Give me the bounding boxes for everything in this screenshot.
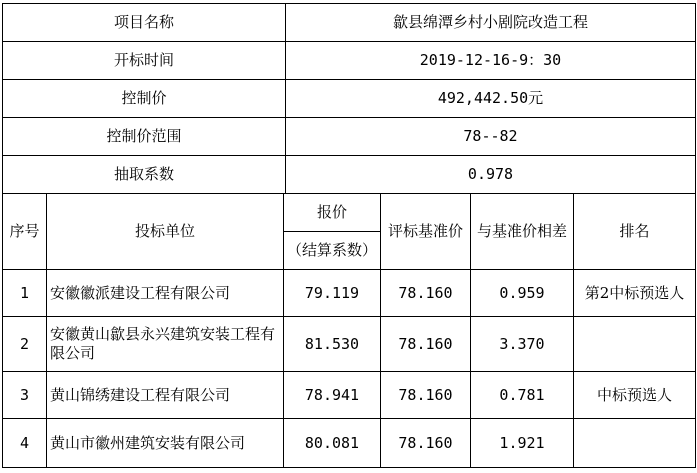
draw-coefficient-label: 抽取系数 — [3, 156, 286, 194]
benchmark-cell: 78.160 — [381, 372, 471, 419]
project-name-value: 歙县绵潭乡村小剧院改造工程 — [286, 4, 696, 42]
benchmark-header-cell: 评标基准价 — [381, 194, 471, 270]
rank-cell: 中标预选人 — [574, 372, 696, 419]
bid-results-table — [2, 193, 696, 468]
project-info-table — [2, 3, 696, 194]
bid-row-2 — [3, 317, 696, 372]
info-row-draw-coefficient — [3, 156, 696, 194]
bid-header-row-top — [3, 194, 696, 232]
bid-row-3 — [3, 372, 696, 419]
bid-row-1 — [3, 270, 696, 317]
seq-cell: 3 — [3, 372, 47, 419]
seq-cell: 4 — [3, 419, 47, 468]
quote-cell: 78.941 — [284, 372, 381, 419]
bidder-cell: 黄山锦绣建设工程有限公司 — [47, 372, 284, 419]
bidder-cell: 安徽黄山歙县永兴建筑安装工程有限公司 — [47, 317, 284, 372]
quote-header-cell: 报价 — [284, 194, 381, 232]
control-price-value: 492,442.50元 — [286, 80, 696, 118]
benchmark-cell: 78.160 — [381, 317, 471, 372]
draw-coefficient-value: 0.978 — [286, 156, 696, 194]
rank-cell — [574, 419, 696, 468]
project-name-label: 项目名称 — [3, 4, 286, 42]
diff-cell: 3.370 — [471, 317, 574, 372]
control-price-range-value: 78--82 — [286, 118, 696, 156]
info-row-project-name — [3, 4, 696, 42]
opening-time-value: 2019-12-16-9：30 — [286, 42, 696, 80]
info-row-control-price-range — [3, 118, 696, 156]
info-row-opening-time — [3, 42, 696, 80]
diff-cell: 0.781 — [471, 372, 574, 419]
quote-cell: 79.119 — [284, 270, 381, 317]
rank-cell — [574, 317, 696, 372]
seq-header-cell: 序号 — [3, 194, 47, 270]
bid-row-4 — [3, 419, 696, 468]
rank-header-cell: 排名 — [574, 194, 696, 270]
info-row-control-price — [3, 80, 696, 118]
diff-cell: 1.921 — [471, 419, 574, 468]
quote-subheader-cell: （结算系数） — [284, 232, 381, 270]
bidder-header-cell: 投标单位 — [47, 194, 284, 270]
bidder-cell: 黄山市徽州建筑安装有限公司 — [47, 419, 284, 468]
rank-cell: 第2中标预选人 — [574, 270, 696, 317]
diff-cell: 0.959 — [471, 270, 574, 317]
bidder-cell: 安徽徽派建设工程有限公司 — [47, 270, 284, 317]
benchmark-cell: 78.160 — [381, 419, 471, 468]
seq-cell: 2 — [3, 317, 47, 372]
opening-time-label: 开标时间 — [3, 42, 286, 80]
control-price-label: 控制价 — [3, 80, 286, 118]
quote-cell: 81.530 — [284, 317, 381, 372]
benchmark-cell: 78.160 — [381, 270, 471, 317]
quote-cell: 80.081 — [284, 419, 381, 468]
control-price-range-label: 控制价范围 — [3, 118, 286, 156]
seq-cell: 1 — [3, 270, 47, 317]
diff-header-cell: 与基准价相差 — [471, 194, 574, 270]
